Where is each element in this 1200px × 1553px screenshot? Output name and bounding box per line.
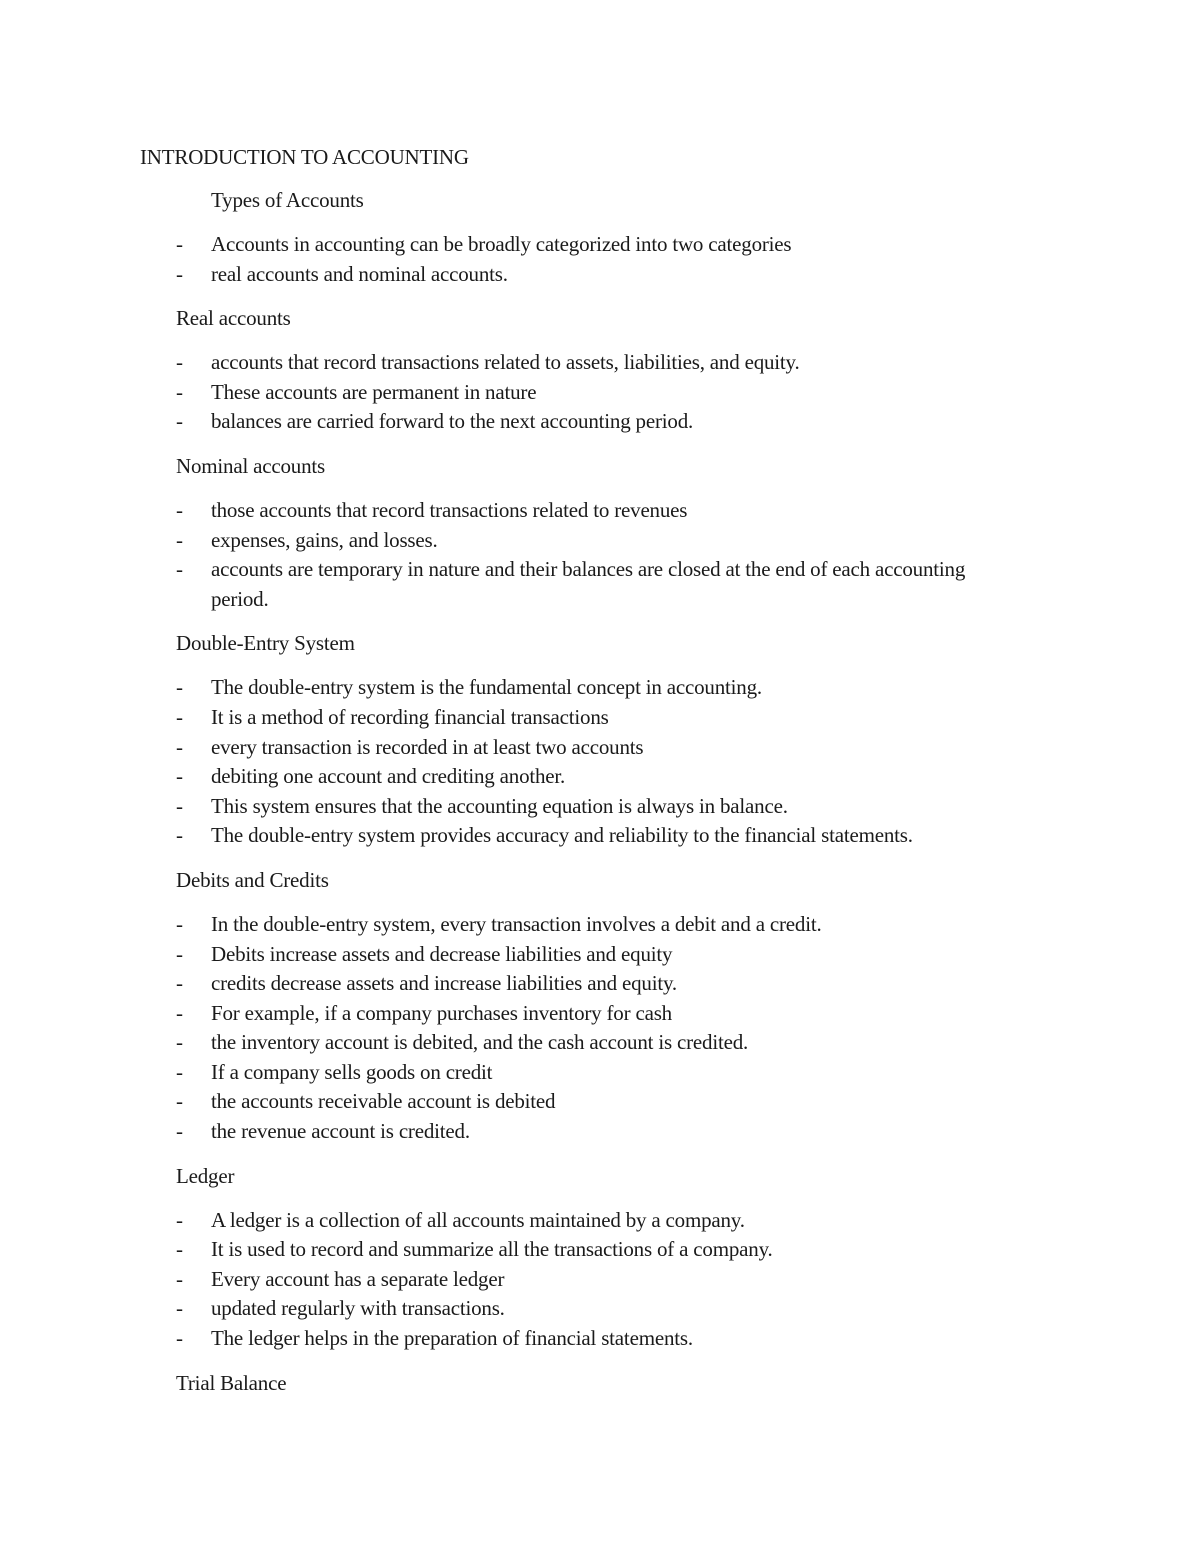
list-item — [140, 910, 1040, 940]
list-item-text: Debits increase assets and decrease liabilities and equity — [211, 941, 673, 966]
bullet-dash: - — [176, 1030, 183, 1055]
list-item — [140, 496, 1040, 526]
bullet-dash: - — [176, 1326, 183, 1351]
section-bullet-list — [140, 910, 1040, 1147]
list-item — [140, 821, 1040, 851]
sections-container — [140, 304, 1040, 1397]
bullet-dash: - — [176, 1266, 183, 1291]
list-item-text: accounts are temporary in nature and their balances are closed at the end of each accounting period. — [211, 557, 966, 611]
bullet-dash: - — [176, 1237, 183, 1262]
document-title: INTRODUCTION TO ACCOUNTING — [140, 145, 469, 169]
bullet-dash: - — [176, 557, 183, 582]
bullet-dash: - — [176, 350, 183, 375]
list-item-text: real accounts and nominal accounts. — [211, 261, 508, 286]
list-item-text: balances are carried forward to the next accounting period. — [211, 409, 694, 434]
bullet-dash: - — [176, 1296, 183, 1321]
list-item-text: accounts that record transactions related to assets, liabilities, and equity. — [211, 350, 800, 375]
list-item — [140, 762, 1040, 792]
bullet-dash: - — [176, 793, 183, 818]
list-item — [140, 673, 1040, 703]
section-heading: Debits and Credits — [176, 867, 329, 892]
list-item — [140, 1117, 1040, 1147]
list-item — [140, 733, 1040, 763]
list-item-text: credits decrease assets and increase liabilities and equity. — [211, 971, 677, 996]
section-bullet-list — [140, 496, 1040, 614]
list-item — [140, 260, 1040, 290]
list-item-text: The double-entry system provides accuracy and reliability to the financial statements. — [211, 823, 913, 848]
section-heading: Trial Balance — [176, 1370, 287, 1395]
list-item — [140, 1206, 1040, 1236]
bullet-dash: - — [176, 1000, 183, 1025]
section-bullet-list — [140, 348, 1040, 437]
list-item — [140, 1294, 1040, 1324]
list-item-text: every transaction is recorded in at least two accounts — [211, 734, 644, 759]
section-heading: Real accounts — [176, 306, 291, 331]
bullet-dash: - — [176, 497, 183, 522]
bullet-dash: - — [176, 379, 183, 404]
list-item — [140, 1087, 1040, 1117]
bullet-dash: - — [176, 409, 183, 434]
list-item-text: Accounts in accounting can be broadly categorized into two categories — [211, 232, 792, 256]
section-heading: Ledger — [176, 1163, 235, 1188]
bullet-dash: - — [176, 823, 183, 848]
list-item — [140, 1324, 1040, 1354]
list-item-text: Every account has a separate ledger — [211, 1266, 505, 1291]
list-item-text: This system ensures that the accounting equation is always in balance. — [211, 793, 788, 818]
list-item-text: If a company sells goods on credit — [211, 1059, 493, 1084]
list-item-text: A ledger is a collection of all accounts maintained by a company. — [211, 1207, 745, 1232]
list-item — [140, 792, 1040, 822]
list-item — [140, 378, 1040, 408]
bullet-dash: - — [176, 261, 183, 286]
list-item-text: expenses, gains, and losses. — [211, 527, 438, 552]
list-item — [140, 940, 1040, 970]
list-item — [140, 703, 1040, 733]
list-item-text: the accounts receivable account is debited — [211, 1089, 556, 1114]
bullet-dash: - — [176, 734, 183, 759]
section-bullet-list — [140, 1206, 1040, 1354]
list-item — [140, 407, 1040, 437]
bullet-dash: - — [176, 764, 183, 789]
list-item-text: The double-entry system is the fundamental concept in accounting. — [211, 675, 762, 700]
bullet-dash: - — [176, 1119, 183, 1144]
intro-bullet-list — [140, 230, 1040, 289]
list-item — [140, 555, 1040, 614]
bullet-dash: - — [176, 941, 183, 966]
list-item-text: It is a method of recording financial transactions — [211, 704, 609, 729]
bullet-dash: - — [176, 1089, 183, 1114]
list-item-text: debiting one account and crediting another. — [211, 764, 566, 789]
bullet-dash: - — [176, 1207, 183, 1232]
list-item — [140, 1058, 1040, 1088]
list-item-text: In the double-entry system, every transaction involves a debit and a credit. — [211, 911, 822, 936]
list-item-text: For example, if a company purchases inventory for cash — [211, 1000, 672, 1025]
list-item — [140, 1235, 1040, 1265]
list-item — [140, 999, 1040, 1029]
intro-heading: Types of Accounts — [211, 188, 364, 212]
list-item — [140, 348, 1040, 378]
bullet-dash: - — [176, 911, 183, 936]
list-item — [140, 969, 1040, 999]
list-item-text: those accounts that record transactions related to revenues — [211, 497, 688, 522]
list-item-text: the revenue account is credited. — [211, 1119, 470, 1144]
list-item — [140, 526, 1040, 556]
list-item — [140, 1265, 1040, 1295]
list-item-text: the inventory account is debited, and the cash account is credited. — [211, 1030, 749, 1055]
section-heading: Nominal accounts — [176, 453, 326, 478]
bullet-dash: - — [176, 1059, 183, 1084]
list-item-text: updated regularly with transactions. — [211, 1296, 505, 1321]
bullet-dash: - — [176, 527, 183, 552]
document-body — [140, 186, 1040, 1398]
bullet-dash: - — [176, 704, 183, 729]
list-item-text: It is used to record and summarize all the transactions of a company. — [211, 1237, 773, 1262]
list-item — [140, 230, 1040, 260]
list-item-text: These accounts are permanent in nature — [211, 379, 537, 404]
list-item — [140, 1028, 1040, 1058]
bullet-dash: - — [176, 232, 183, 256]
bullet-dash: - — [176, 971, 183, 996]
section-bullet-list — [140, 673, 1040, 851]
list-item-text: The ledger helps in the preparation of financial statements. — [211, 1326, 693, 1351]
bullet-dash: - — [176, 675, 183, 700]
section-heading: Double-Entry System — [176, 631, 355, 656]
